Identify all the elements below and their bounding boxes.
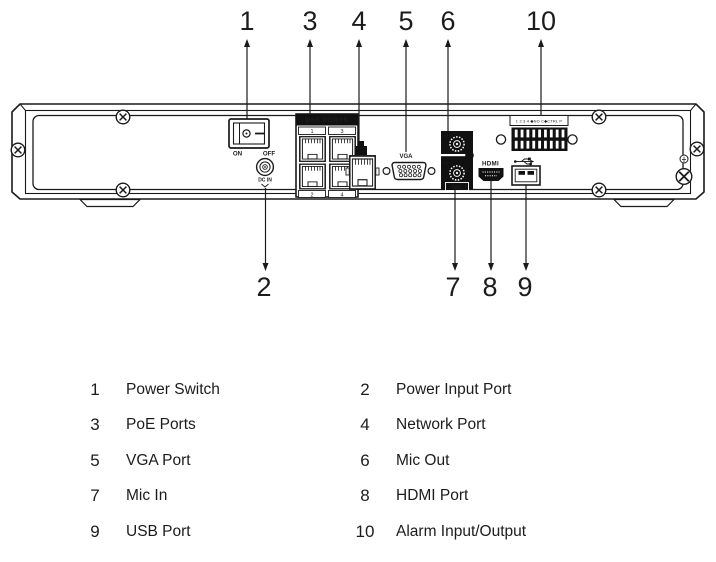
legend-label: USB Port — [126, 522, 191, 540]
legend-row — [80, 372, 640, 408]
legend-label: VGA Port — [126, 451, 191, 469]
callout-number-1: 1 — [239, 6, 255, 36]
poe-rj45-port — [300, 164, 325, 189]
callout-number-7: 7 — [445, 272, 461, 302]
legend-number: 6 — [360, 450, 370, 470]
callout-number-8: 8 — [482, 272, 498, 302]
legend-number: 2 — [360, 379, 370, 399]
legend-number: 8 — [360, 486, 370, 506]
poe-ports-label: PoE PORTS — [305, 117, 349, 125]
legend-row — [80, 514, 640, 550]
dc-input-port — [257, 159, 274, 187]
legend-label: Mic Out — [396, 451, 450, 469]
power-on-label: ON — [232, 150, 243, 158]
legend-number: 3 — [90, 415, 100, 435]
legend-label: HDMI Port — [396, 487, 469, 505]
poe-ports-block — [296, 114, 358, 198]
legend-number: 7 — [90, 486, 100, 506]
poe-port3-label: 3 — [340, 129, 344, 135]
screw-icon — [116, 110, 130, 124]
poe-port1-label: 1 — [310, 129, 314, 135]
callout-number-2: 2 — [256, 272, 272, 302]
callout-number-4: 4 — [351, 6, 367, 36]
chassis-foot-left — [80, 200, 140, 207]
callout-number-3: 3 — [302, 6, 318, 36]
mic-panel — [441, 131, 474, 191]
callout-number-5: 5 — [398, 6, 414, 36]
power-off-label: OFF — [262, 150, 276, 158]
legend-label: Power Input Port — [396, 380, 512, 398]
legend-row — [80, 443, 640, 479]
poe-port4-label: 4 — [340, 192, 344, 199]
hdmi-label: HDMI — [481, 160, 500, 168]
callout-number-10: 10 — [525, 6, 557, 36]
legend-label: Mic In — [126, 487, 168, 505]
legend-number: 5 — [90, 450, 100, 470]
legend-label: Network Port — [396, 416, 486, 434]
legend-number: 4 — [360, 415, 370, 435]
vga-label: VGA — [399, 154, 413, 160]
legend-row — [80, 479, 640, 515]
legend-label: Alarm Input/Output — [396, 522, 527, 540]
mic-in-label: IN — [443, 160, 449, 166]
screw-icon — [592, 110, 606, 124]
screw-icon — [592, 183, 606, 197]
network-plug-icon — [358, 141, 364, 146]
alarm-pins-label: 1 2 3 4 ◆NO C◆CTRL P — [515, 118, 563, 124]
legend-row — [80, 408, 640, 444]
legend-number: 10 — [355, 521, 375, 541]
callout-number-9: 9 — [517, 272, 533, 302]
legend-label: PoE Ports — [126, 416, 196, 434]
dc-in-label: DC IN — [258, 177, 272, 184]
legend-table — [80, 372, 640, 550]
legend-number: 1 — [90, 379, 100, 399]
callout-number-6: 6 — [440, 6, 456, 36]
screw-icon — [11, 143, 25, 157]
poe-port2-label: 2 — [310, 192, 314, 199]
screw-icon — [690, 142, 704, 156]
mic-out-label: OUT — [443, 134, 454, 139]
poe-rj45-port — [300, 137, 325, 162]
network-rj45-port — [350, 156, 375, 189]
legend-number: 9 — [90, 521, 100, 541]
mic-label: MIC — [452, 185, 462, 191]
legend-label: Power Switch — [126, 380, 220, 398]
chassis-foot-right — [614, 200, 674, 207]
screw-icon — [116, 183, 130, 197]
